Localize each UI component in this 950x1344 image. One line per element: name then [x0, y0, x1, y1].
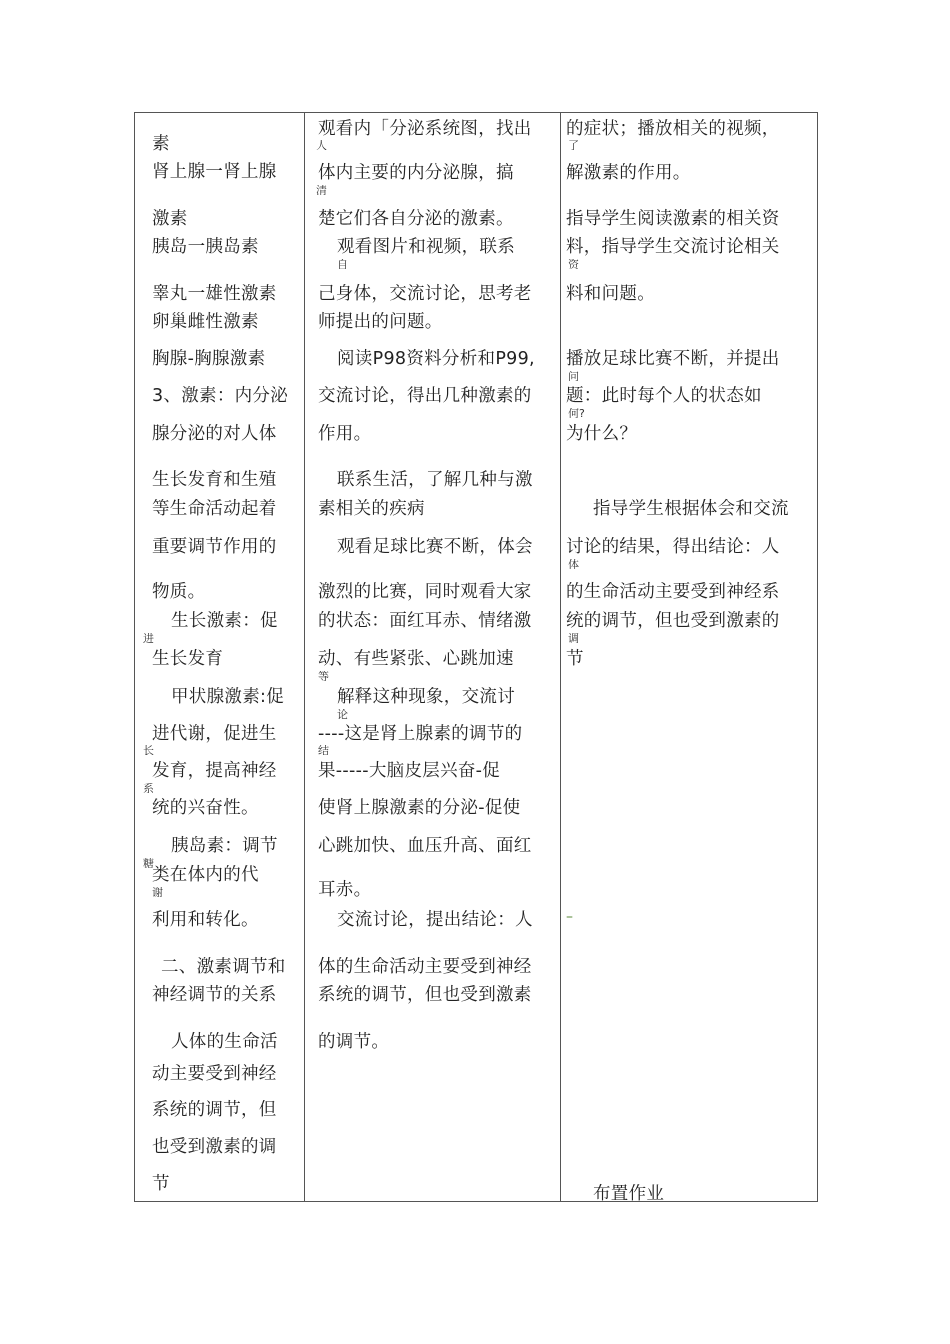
text-line: 肾上腺一肾上腺 [152, 162, 277, 182]
student-activity-column [304, 113, 561, 1201]
text-line: 生长发育和生殖 [152, 470, 277, 490]
text-line: 观看内「分泌系统图，找出 [318, 119, 532, 139]
text-line: 生长发育 [152, 649, 224, 669]
text-line: 激烈的比赛，同时观看大家 [318, 582, 532, 602]
lesson-plan-table [134, 112, 818, 1202]
clipped-char: 谢 [152, 887, 163, 897]
text-line: ----这是肾上腺素的调节的 [318, 724, 523, 744]
text-line: 交流讨论，提出结论：人 [337, 910, 533, 930]
text-line: 联系生活，了解几种与激 [337, 470, 533, 490]
text-line: 进代谢，促进生 [152, 724, 277, 744]
text-line: 的症状；播放相关的视频， [566, 119, 780, 139]
text-line: 使肾上腺激素的分泌-促使 [318, 798, 521, 818]
text-line: 播放足球比赛不断，并提出 [566, 349, 780, 369]
clipped-char: 清 [316, 185, 327, 195]
text-line: 利用和转化。 [152, 910, 259, 930]
text-line: 耳赤。 [318, 880, 372, 900]
clipped-char: 系 [143, 783, 154, 793]
text-line: 楚它们各自分泌的激素。 [318, 209, 514, 229]
text-line: 3、激素：内分泌 [152, 386, 289, 406]
text-line: 体内主要的内分泌腺，搞 [318, 163, 514, 183]
text-line: 类在体内的代 [152, 865, 259, 885]
text-line: 统的调节，但也受到激素的 [566, 611, 780, 631]
text-line: 系统的调节，但也受到激素 [318, 985, 532, 1005]
clipped-char: 自 [337, 259, 348, 269]
text-line: 心跳加快、血压升高、面红 [318, 836, 532, 856]
text-line: 解激素的作用。 [566, 163, 691, 183]
clipped-char: 资 [568, 259, 579, 269]
text-line: 人体的生命活 [171, 1032, 278, 1052]
content-column [135, 113, 305, 1201]
text-line: 己身体，交流讨论，思考老 [318, 284, 532, 304]
text-line: 物质。 [152, 582, 206, 602]
text-line: 解释这种现象，交流讨 [337, 687, 515, 707]
text-line: 动、有些紧张、心跳加速 [318, 649, 514, 669]
text-line: 阅读P98资料分析和P99, [337, 349, 535, 369]
clipped-char: 论 [337, 709, 348, 719]
text-line: 胰岛素：调节 [171, 836, 278, 856]
clipped-char: 结 [318, 745, 329, 755]
text-line: 的生命活动主要受到神经系 [566, 582, 780, 602]
text-line: 激素 [152, 209, 188, 229]
clipped-char: 进 [143, 633, 154, 643]
text-line: 系统的调节，但 [152, 1100, 277, 1120]
teacher-activity-column [560, 113, 817, 1204]
clipped-char: 等 [318, 671, 329, 681]
text-line: 指导学生根据体会和交流 [593, 499, 789, 519]
text-line: 的状态：面红耳赤、情绪激 [318, 611, 532, 631]
text-line: 节 [566, 649, 584, 669]
clipped-char: 问 [568, 371, 579, 381]
clipped-char: 长 [143, 745, 154, 755]
text-line: 指导学生阅读激素的相关资 [566, 209, 780, 229]
text-line: 生长激素：促 [171, 611, 278, 631]
text-line: 题：此时每个人的状态如 [566, 386, 762, 406]
text-line: 为什么？ [566, 424, 638, 444]
clipped-char: 糖 [143, 858, 154, 868]
text-line: 的调节。 [318, 1032, 390, 1052]
text-line: 作用。 [318, 424, 372, 444]
text-line: 等生命活动起着 [152, 499, 277, 519]
text-line: 卵巢雌性激素 [152, 312, 259, 332]
text-line: 重要调节作用的 [152, 537, 277, 557]
text-line: 素 [152, 134, 170, 154]
clipped-char: 体 [568, 559, 579, 569]
text-line: 统的兴奋性。 [152, 798, 259, 818]
text-line: 料，指导学生交流讨论相关 [566, 237, 780, 257]
text-line: 果-----大脑皮层兴奋-促 [318, 761, 501, 781]
text-line: 交流讨论，得出几种激素的 [318, 386, 532, 406]
stray-mark: – [566, 909, 573, 925]
text-line: 神经调节的关系 [152, 985, 277, 1005]
text-line: 节 [152, 1174, 170, 1194]
text-line: 发育，提高神经 [152, 761, 277, 781]
clipped-char: 调 [568, 633, 579, 643]
text-line: 睾丸一雄性激素 [152, 284, 277, 304]
text-line: 讨论的结果，得出结论：人 [566, 537, 780, 557]
text-line: 观看足球比赛不断，体会 [337, 537, 533, 557]
clipped-char: 何? [568, 408, 585, 418]
clipped-char: 人 [316, 140, 327, 150]
text-line: 也受到激素的调 [152, 1137, 277, 1157]
text-line: 素相关的疾病 [318, 499, 425, 519]
text-line: 胸腺-胸腺激素 [152, 349, 266, 369]
text-line: 布置作业 [593, 1184, 665, 1204]
text-line: 甲状腺激素:促 [171, 687, 284, 707]
text-line: 二、激素调节和 [161, 957, 286, 977]
text-line: 胰岛一胰岛素 [152, 237, 259, 257]
text-line: 观看图片和视频，联系 [337, 237, 515, 257]
text-line: 体的生命活动主要受到神经 [318, 957, 532, 977]
text-line: 师提出的问题。 [318, 312, 443, 332]
text-line: 料和问题。 [566, 284, 655, 304]
clipped-char: 了 [568, 140, 579, 150]
text-line: 动主要受到神经 [152, 1064, 277, 1084]
text-line: 腺分泌的对人体 [152, 424, 277, 444]
